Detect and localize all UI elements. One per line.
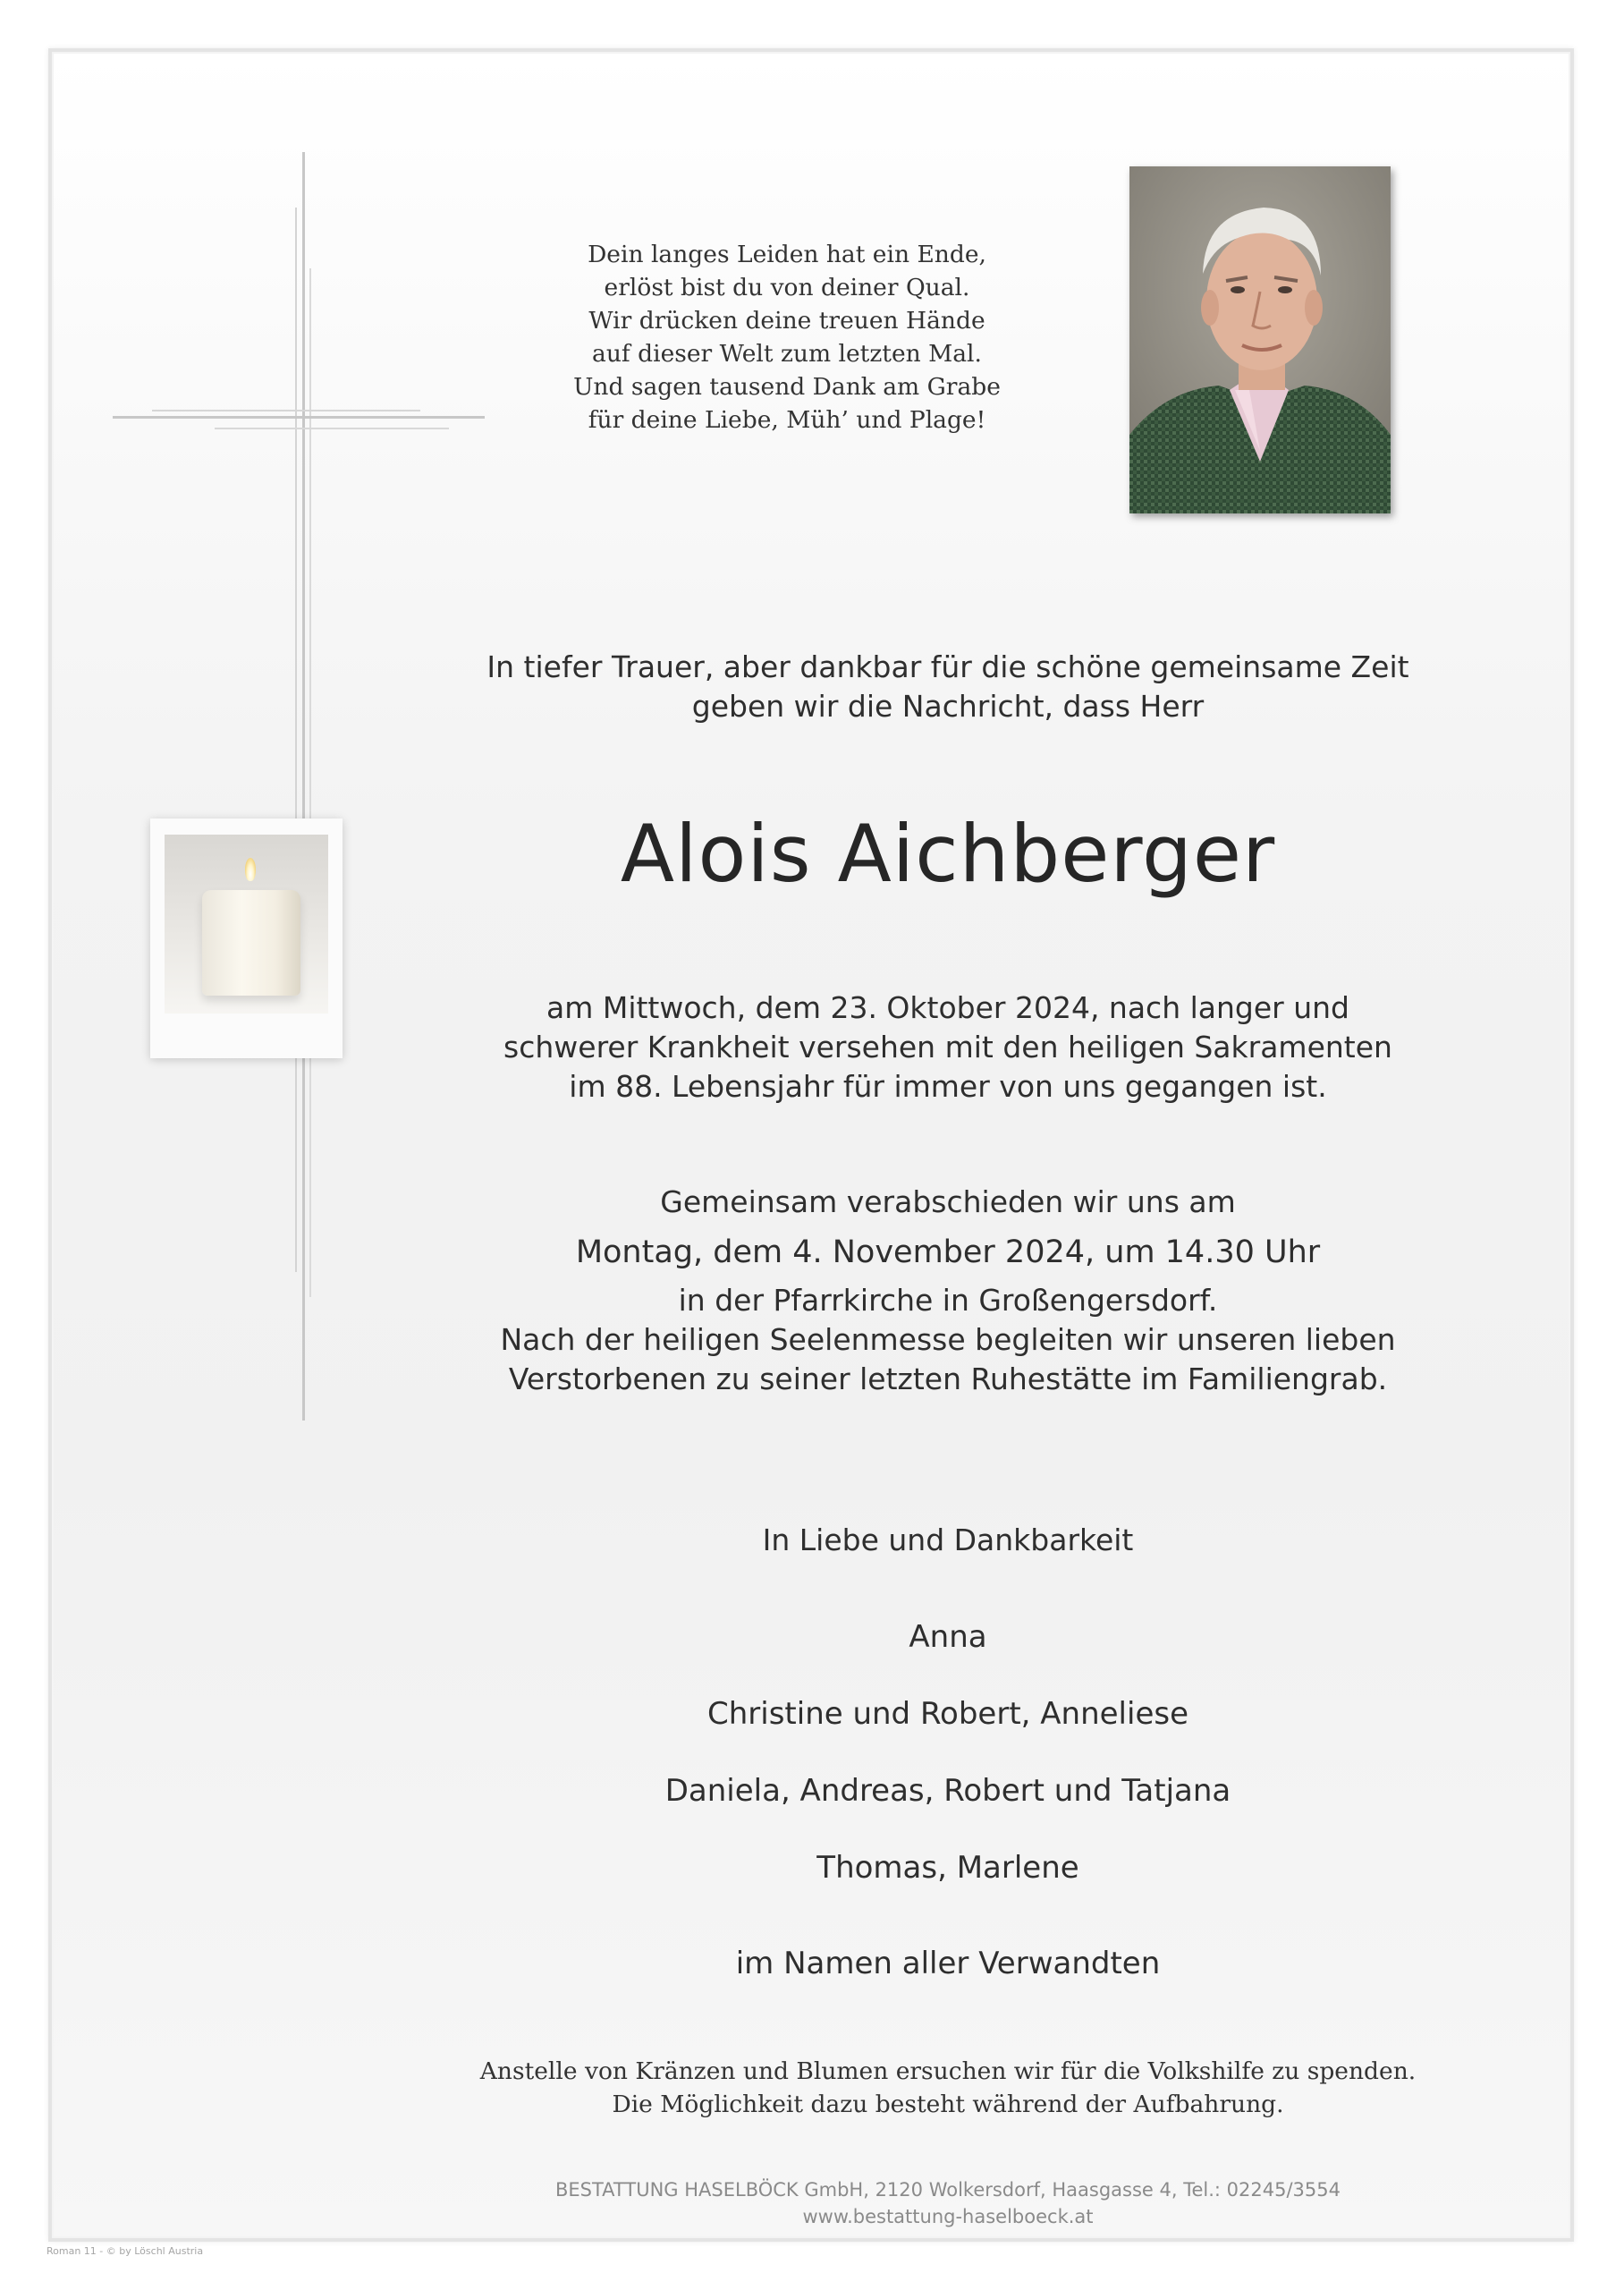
poem-line: Wir drücken deine treuen Hände — [588, 307, 985, 335]
funeral-place: in der Pfarrkirche in Großengersdorf. — [678, 1283, 1218, 1318]
poem-line: Und sagen tausend Dank am Grabe — [573, 373, 1001, 401]
deceased-name: Alois Aichberger — [620, 808, 1276, 900]
poem-line: erlöst bist du von deiner Qual. — [604, 274, 970, 301]
poem-line: Dein langes Leiden hat ein Ende, — [588, 241, 986, 268]
mourner-name: Anna — [909, 1619, 987, 1655]
mourners-closing: im Namen aller Verwandten — [735, 1946, 1161, 1981]
death-notice — [411, 988, 1484, 1107]
mourner-name: Thomas, Marlene — [816, 1850, 1079, 1886]
donation-line: Anstelle von Kränzen und Blumen ersuchen wir für die Volkshilfe zu spenden. — [479, 2057, 1417, 2085]
mourners-heading: In Liebe und Dankbarkeit — [762, 1522, 1134, 1557]
intro-line: geben wir die Nachricht, dass Herr — [691, 689, 1205, 724]
funeral-date: Montag, dem 4. November 2024, um 14.30 Uhr — [575, 1234, 1321, 1270]
poem — [501, 238, 1073, 437]
notice-line: im 88. Lebensjahr für immer von uns gegangen ist. — [569, 1069, 1327, 1104]
company-info: BESTATTUNG HASELBÖCK GmbH, 2120 Wolkersdorf, Haasgasse 4, Tel.: 02245/3554 — [554, 2179, 1341, 2201]
donation-note — [411, 2055, 1484, 2121]
funeral-intro: Gemeinsam verabschieden wir uns am — [660, 1184, 1236, 1219]
mourner-name: Daniela, Andreas, Robert und Tatjana — [664, 1773, 1231, 1809]
notice-line: am Mittwoch, dem 23. Oktober 2024, nach langer und — [546, 990, 1349, 1025]
notice-line: schwerer Krankheit versehen mit den heiligen Sakramenten — [503, 1030, 1392, 1064]
funeral-line: Nach der heiligen Seelenmesse begleiten wir unseren lieben — [500, 1322, 1396, 1357]
intro-text — [411, 648, 1484, 726]
intro-line: In tiefer Trauer, aber dankbar für die schöne gemeinsame Zeit — [486, 649, 1409, 684]
portrait-photo — [1129, 166, 1391, 513]
company-website: www.bestattung-haselboeck.at — [802, 2206, 1094, 2227]
funeral-info — [411, 1183, 1484, 1399]
template-note: Roman 11 - © by Löschl Austria — [47, 2245, 204, 2257]
funeral-home-footer — [411, 2176, 1484, 2230]
mourner-name: Christine und Robert, Anneliese — [706, 1696, 1188, 1732]
candle-icon — [150, 818, 343, 1058]
poem-line: auf dieser Welt zum letzten Mal. — [592, 340, 982, 368]
poem-line: für deine Liebe, Müh’ und Plage! — [588, 406, 986, 434]
donation-line: Die Möglichkeit dazu besteht während der Aufbahrung. — [612, 2091, 1284, 2118]
funeral-line: Verstorbenen zu seiner letzten Ruhestätte im Familiengrab. — [508, 1361, 1388, 1396]
